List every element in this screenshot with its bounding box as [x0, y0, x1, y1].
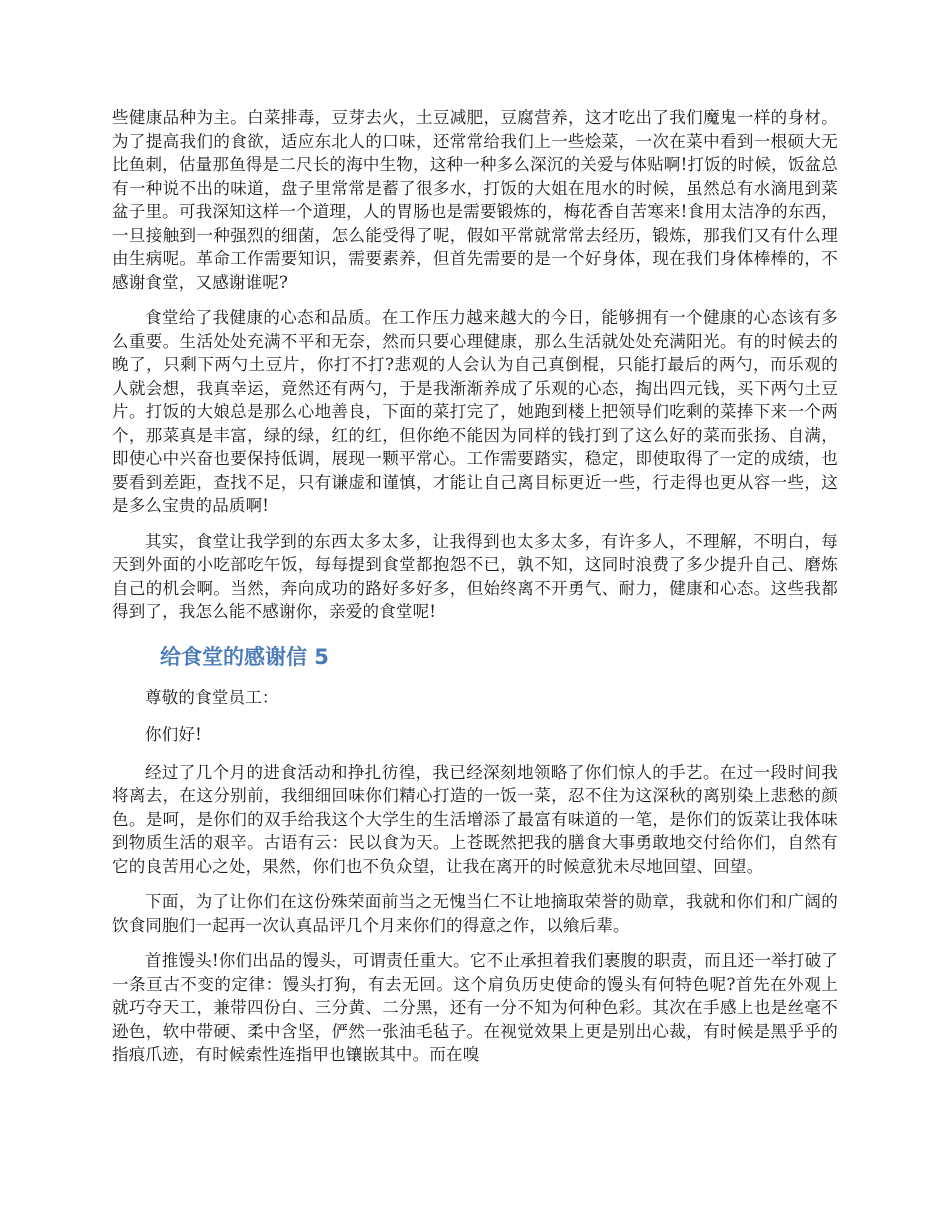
letter-greeting: 你们好! — [145, 725, 202, 744]
body-paragraph-4: 经过了几个月的进食活动和挣扎彷徨，我已经深刻地领略了你们惊人的手艺。在过一段时间我将离去，在这分别前，我细细回味你们精心打造的一饭一菜，忍不住为这深秋的离别染上悲愁的颜色。是呵，是你们的双手给我这个大学生的生活增添了最富有味道的一笔，是你们的饭菜让我体味到物质生活的艰辛。古语有云：民以食为天。上苍既然把我的膳食大事勇敢地交付给你们，自然有它的良苦用心之处，果然，你们也不负众望，让我在离开的时候意犹未尽地回望、回望。 — [112, 762, 838, 876]
document-page — [112, 106, 838, 1079]
section-heading: 给食堂的感谢信 5 — [160, 644, 329, 669]
body-paragraph-1: 些健康品种为主。白菜排毒，豆芽去火，土豆减肥，豆腐营养，这才吃出了我们魔鬼一样的身材。为了提高我们的食欲，适应东北人的口味，还常常给我们上一些烩菜，一次在菜中看到一根硕大无比鱼刺，估量那鱼得是二尺长的海中生物，这种一种多么深沉的关爱与体贴啊!打饭的时候，饭盆总有一种说不出的味道，盘子里常常是蓄了很多水，打饭的大姐在甩水的时候，虽然总有水滴甩到菜盆子里。可我深知这样一个道理，人的胃肠也是需要锻炼的，梅花香自苦寒来!食用太洁净的东西，一旦接触到一种强烈的细菌，怎么能受得了呢，假如平常就常常去经历，锻炼，那我们又有什么理由生病呢。革命工作需要知识，需要素养，但首先需要的是一个好身体，现在我们身体棒棒的，不感谢食堂，又感谢谁呢? — [112, 108, 838, 292]
body-paragraph-6: 首推馒头!你们出品的馒头，可谓责任重大。它不止承担着我们裹腹的职责，而且还一举打破了一条亘古不变的定律：馒头打狗，有去无回。这个肩负历史使命的馒头有何特色呢?首先在外观上就巧夺天工，兼带四份白、三分黄、二分黑，还有一分不知为何种色彩。其次在手感上也是丝毫不逊色，软中带硬、柔中含坚，俨然一张油毛毡子。在视觉效果上更是别出心裁，有时候是黑乎乎的指痕爪迹，有时候索性连指甲也镶嵌其中。而在嗅 — [112, 951, 838, 1064]
letter-salutation: 尊敬的食堂员工： — [145, 687, 279, 707]
body-paragraph-2: 食堂给了我健康的心态和品质。在工作压力越来越大的今日，能够拥有一个健康的心态该有多么重要。生活处处充满不平和无奈，然而只要心理健康，那么生活就处处充满阳光。有的时候去的晚了，只剩下两勺土豆片，你打不打?悲观的人会认为自己真倒棍，只能打最后的两勺，而乐观的人就会想，我真幸运，竟然还有两勺，于是我渐渐养成了乐观的心态，掏出四元钱，买下两勺土豆片。打饭的大娘总是那么心地善良，下面的菜打完了，她跑到楼上把领导们吃剩的菜捧下来一个两个，那菜真是丰富，绿的绿，红的红，但你绝不能因为同样的钱打到了这么好的菜而张扬、自满，即使心中兴奋也要保持低调，展现一颗平常心。工作需要踏实，稳定，即使取得了一定的成绩，也要看到差距，查找不足，只有谦虚和谨慎，才能让自己离目标更近一些，行走得也更从容一些，这是多么宝贵的品质啊! — [112, 308, 838, 515]
body-paragraph-3: 其实，食堂让我学到的东西太多太多，让我得到也太多太多，有许多人，不理解，不明白，每天到外面的小吃部吃午饭，每每提到食堂都抱怨不已，孰不知，这同时浪费了多少提升自己、磨炼自己的机会啊。当然，奔向成功的路好多好多，但始终离不开勇气、耐力，健康和心态。这些我都得到了，我怎么能不感谢你，亲爱的食堂呢! — [112, 531, 838, 621]
body-paragraph-5: 下面，为了让你们在这份殊荣面前当之无愧当仁不让地摘取荣誉的勋章，我就和你们和广阔的饮食同胞们一起再一次认真品评几个月来你们的得意之作，以飨后辈。 — [112, 892, 838, 935]
